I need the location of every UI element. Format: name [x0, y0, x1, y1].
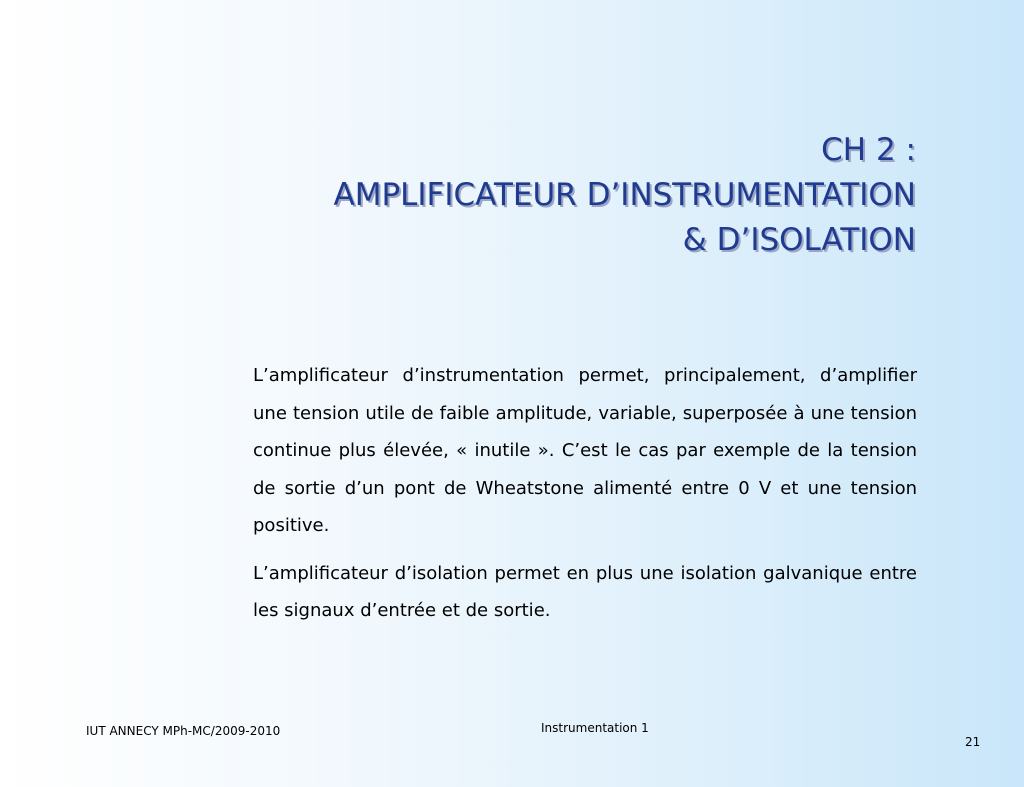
title-line-1: CH 2 :: [821, 132, 916, 168]
footer-center: Instrumentation 1: [541, 721, 649, 735]
page-number: 21: [965, 735, 981, 749]
title-line-2: AMPLIFICATEUR D’INSTRUMENTATION: [333, 177, 916, 213]
paragraph-isolation: L’amplificateur d’isolation permet en plus une isolation galvanique entre les signaux d’entrée et de sortie.: [253, 562, 917, 621]
paragraph-instrumentation: L’amplificateur d’instrumentation permet, principalement, d’amplifier une tension utile de faible amplitude, variable, superposée à une tension continue plus élevée, « inutile ». C’est le cas par exemple de la tension de sortie d’un pont de Wheatstone alimenté entre 0 V et une tension positive.: [253, 365, 917, 536]
slide-body: [253, 357, 917, 640]
slide-title: [150, 128, 916, 263]
title-line-3: & D’ISOLATION: [682, 222, 916, 258]
footer-left: IUT ANNECY MPh-MC/2009-2010: [86, 724, 281, 738]
